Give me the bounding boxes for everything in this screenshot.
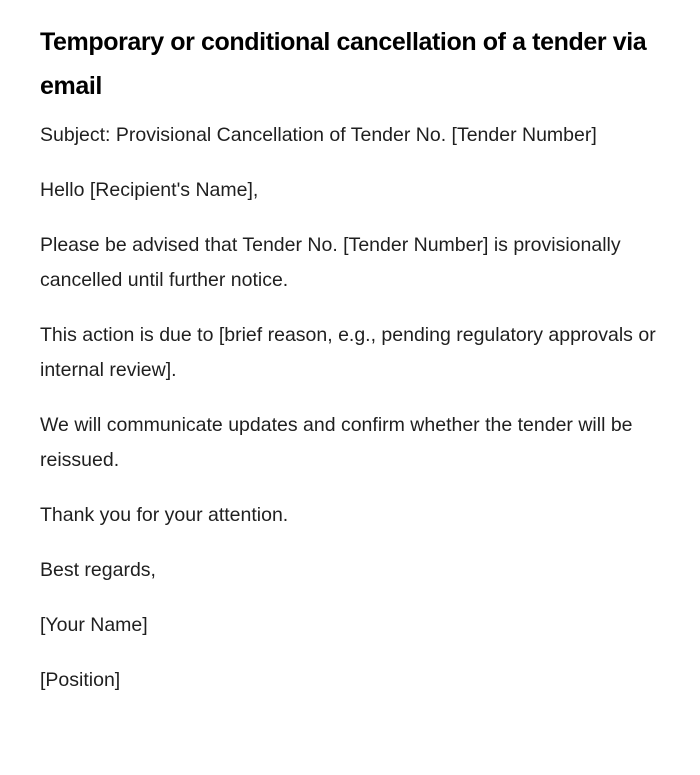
email-signoff: Best regards, [40,559,156,581]
email-body-updates: We will communicate updates and confirm whether the tender will be reissued. [40,414,633,471]
document-title: Temporary or conditional cancellation of a tender via email [40,28,647,100]
email-sender-name: [Your Name] [40,614,148,636]
email-body-reason: This action is due to [brief reason, e.g., pending regulatory approvals or internal review]. [40,324,656,381]
email-greeting: Hello [Recipient's Name], [40,179,259,201]
email-body-notice: Please be advised that Tender No. [Tender Number] is provisionally cancelled until further notice. [40,234,621,291]
email-thanks: Thank you for your attention. [40,504,289,526]
email-sender-position: [Position] [40,669,121,691]
email-subject-line: Subject: Provisional Cancellation of Tender No. [Tender Number] [40,124,597,146]
